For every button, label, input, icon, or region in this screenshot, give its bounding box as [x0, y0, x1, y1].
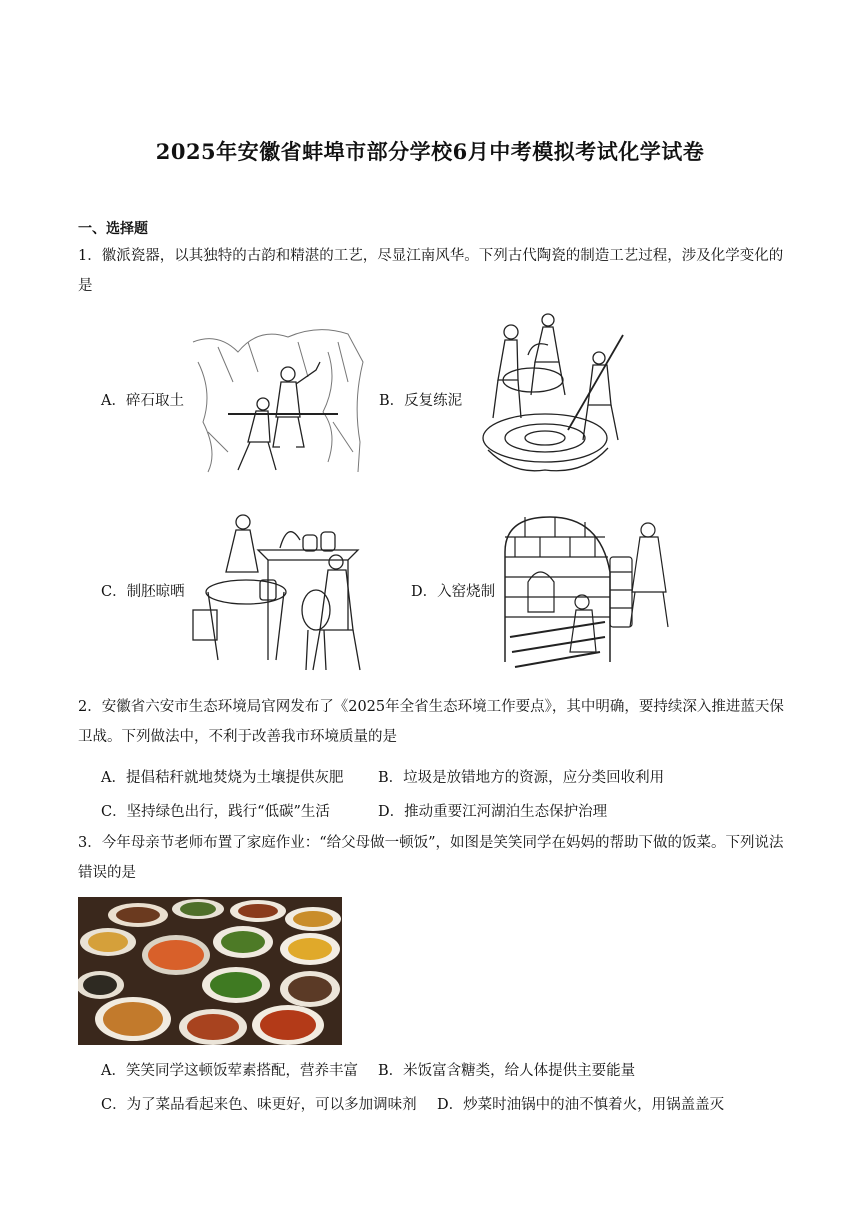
question-3-stem: 3．今年母亲节老师布置了家庭作业：“给父母做一顿饭”，如图是笑笑同学在妈妈的帮助下做的饭菜。下列说法错误的是 — [78, 835, 784, 881]
q2-option-c: C．坚持绿色出行，践行“低碳”生活 — [101, 804, 330, 820]
q1-option-a: A．碎石取土 — [101, 393, 184, 409]
q3-option-b: B．米饭富含糖类，给人体提供主要能量 — [378, 1063, 636, 1079]
drying-embryos-illustration — [188, 510, 378, 678]
q3-option-a: A．笑笑同学这顿饭荤素搭配，营养丰富 — [101, 1063, 358, 1079]
question-2-stem: 2．安徽省六安市生态环境局官网发布了《2025年全省生态环境工作要点》，其中明确，要持续深入推进蓝天保卫战。下列做法中，不利于改善我市环境质量的是 — [78, 699, 784, 745]
q3-option-d: D．炒菜时油锅中的油不慎着火，用锅盖盖灭 — [437, 1097, 725, 1113]
clay-kneading-illustration — [473, 310, 633, 478]
stone-quarrying-illustration — [188, 322, 368, 480]
page-title: 2025年安徽省蚌埠市部分学校6月中考模拟考试化学试卷 — [155, 139, 705, 164]
q2-option-b: B．垃圾是放错地方的资源，应分类回收利用 — [378, 770, 665, 786]
q1-option-c: C．制胚晾晒 — [101, 584, 185, 600]
q1-option-b: B．反复练泥 — [379, 393, 463, 409]
kiln-firing-illustration — [500, 512, 680, 672]
q3-option-c: C．为了菜品看起来色、味更好，可以多加调味剂 — [101, 1097, 417, 1113]
q2-option-a: A．提倡秸秆就地焚烧为土壤提供灰肥 — [101, 770, 344, 786]
section-heading: 一、选择题 — [78, 221, 148, 237]
question-1-stem: 1．徽派瓷器，以其独特的古韵和精湛的工艺，尽显江南风华。下列古代陶瓷的制造工艺过程，涉及化学变化的是 — [78, 248, 784, 294]
dishes-photo — [78, 897, 342, 1045]
q1-option-d: D．入窑烧制 — [411, 584, 496, 600]
q2-option-d: D．推动重要江河湖泊生态保护治理 — [378, 804, 608, 820]
